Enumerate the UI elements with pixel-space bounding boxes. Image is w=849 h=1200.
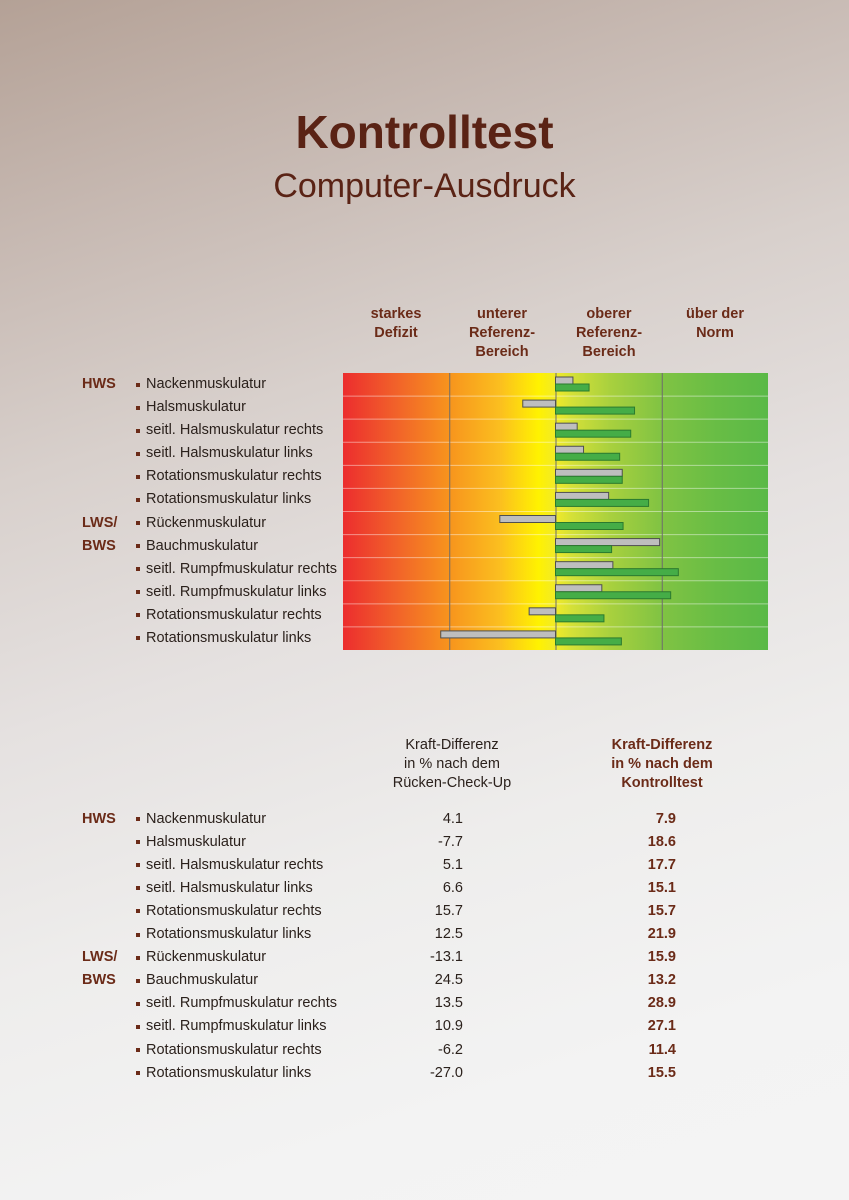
table-row [0,808,849,831]
table-row [0,969,849,992]
kontrolltest-value: 13.2 [647,972,676,989]
muscle-label: seitl. Rumpfmuskulatur rechts [146,560,337,577]
muscle-label: Nackenmuskulatur [146,376,267,392]
checkup-value: -13.1 [429,949,463,966]
muscle-label: seitl. Halsmuskulatur links [146,445,313,462]
muscle-label: Rotationsmuskulatur links [146,926,312,942]
table-row [0,854,849,877]
checkup-value: -27.0 [429,1064,463,1081]
checkup-value: 4.1 [442,810,463,827]
muscle-label: seitl. Halsmuskulatur rechts [146,856,324,873]
kontrolltest-value: 15.1 [647,879,676,896]
muscle-label: Halsmuskulatur [146,833,246,850]
checkup-value: -6.2 [438,1041,463,1058]
kontrolltest-value: 17.7 [647,856,676,873]
muscle-label: Rotationsmuskulatur rechts [146,468,322,485]
table-row [0,900,849,923]
muscle-label: Rotationsmuskulatur rechts [146,606,322,623]
group-label: HWS [82,810,116,827]
muscle-label: Rotationsmuskulatur rechts [146,902,322,919]
kontrolltest-value: 15.5 [647,1064,676,1081]
group-label: HWS [82,376,116,392]
bullet-icon [136,817,140,821]
kontrolltest-value: 15.7 [647,902,676,919]
bullet-icon [136,1002,140,1006]
checkup-value: 5.1 [442,856,463,873]
table-row [0,1015,849,1038]
page-subtitle: Computer-Ausdruck [273,167,576,205]
zone-label-oberer-referenzbereich: oberer Referenz- Bereich [575,306,643,360]
kontrolltest-value: 18.6 [647,833,676,850]
muscle-label: Rückenmuskulatur [146,514,267,531]
zone-label-ueber-der-norm: über der Norm [685,306,744,341]
bullet-icon [136,1048,140,1052]
checkup-value: 12.5 [434,926,463,942]
muscle-label: Rotationsmuskulatur rechts [146,1041,322,1058]
zone-label-starkes-defizit: starkes Defizit [370,306,422,341]
bullet-icon [136,886,140,890]
bullet-icon [136,909,140,913]
muscle-label: seitl. Rumpfmuskulatur links [146,1018,327,1035]
muscle-label: Rotationsmuskulatur links [146,629,312,646]
page-title: Kontrolltest [295,106,554,158]
muscle-label: Nackenmuskulatur [146,810,267,827]
muscle-label: Halsmuskulatur [146,399,246,416]
bullet-icon [136,1071,140,1075]
zone-label-unterer-referenzbereich: unterer Referenz- Bereich [468,306,536,360]
table-row [0,992,849,1015]
table-row [0,831,849,854]
checkup-value: 13.5 [434,995,463,1012]
checkup-value: 10.9 [434,1018,463,1035]
muscle-label: seitl. Rumpfmuskulatur links [146,583,327,600]
bullet-icon [136,863,140,867]
bullet-icon [136,956,140,960]
bullet-icon [136,840,140,844]
table-row [0,1039,849,1062]
kontrolltest-value: 11.4 [648,1041,676,1058]
table-row [0,1062,849,1085]
checkup-value: -7.7 [438,833,463,850]
table-row [0,946,849,969]
checkup-value: 15.7 [434,902,463,919]
column-header-checkup: Kraft-Differenz in % nach dem Rücken-Check-Up [392,737,512,791]
muscle-label: Rotationsmuskulatur links [146,1064,312,1081]
checkup-value: 6.6 [442,879,463,896]
muscle-label: Rotationsmuskulatur links [146,491,312,508]
muscle-label: seitl. Halsmuskulatur rechts [146,422,324,439]
table-row [0,923,849,946]
group-label: LWS/ BWS [82,949,118,989]
bullet-icon [136,933,140,937]
kontrolltest-value: 27.1 [647,1018,676,1035]
bullet-icon [136,979,140,983]
muscle-label: seitl. Rumpfmuskulatur rechts [146,995,337,1012]
muscle-label: Bauchmuskulatur [146,972,259,989]
muscle-label: Rückenmuskulatur [146,949,267,966]
kontrolltest-value: 21.9 [647,926,676,942]
muscle-label: seitl. Halsmuskulatur links [146,879,313,896]
kontrolltest-value: 15.9 [647,949,676,966]
column-header-kontrolltest: Kraft-Differenz in % nach dem Kontrolltest [611,737,713,791]
group-label: LWS/ BWS [82,514,118,554]
bullet-icon [136,1025,140,1029]
kontrolltest-value: 28.9 [647,995,676,1012]
table-row [0,877,849,900]
muscle-label: Bauchmuskulatur [146,537,259,554]
kontrolltest-value: 7.9 [655,810,676,827]
checkup-value: 24.5 [434,972,463,989]
